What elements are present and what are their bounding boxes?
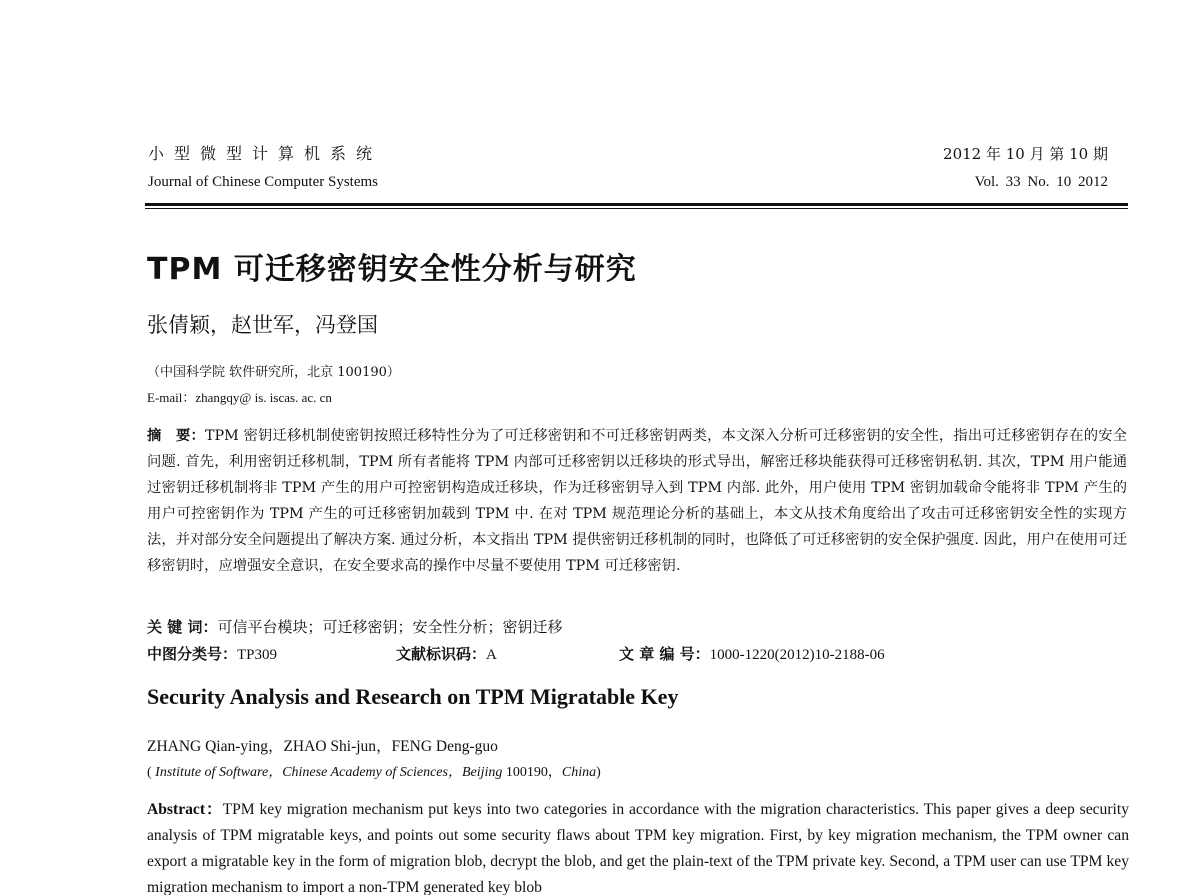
affiliation-cn: （中国科学院 软件研究所，北京 100190） [147,365,400,380]
article-number [619,642,885,667]
header-rule-thin [145,208,1128,209]
clc-value: TP309 [237,647,278,663]
document-code [396,642,497,667]
affiliation-en-code: 100190， [502,765,562,780]
journal-header [148,143,382,193]
journal-name-en: Journal of Chinese Computer Systems [148,174,378,190]
article-number-label: 文 章 编 号： [619,645,710,663]
issue-info [943,143,1108,193]
authors-cn: 张倩颖，赵世军，冯登国 [147,313,378,337]
clc-label: 中图分类号： [147,645,238,663]
affiliation-en-open: ( [147,765,156,780]
paper-title-cn: TPM 可迁移密钥安全性分析与研究 [147,252,637,287]
keywords-cn-text: 可信平台模块；可迁移密钥；安全性分析；密钥迁移 [217,618,563,636]
abstract-en [147,797,1129,895]
doc-code-value: A [486,647,497,663]
affiliation-en [147,762,601,784]
abstract-cn-label: 摘 要： [147,428,205,444]
issue-volume-en: Vol. 33 No. 10 2012 [974,174,1108,190]
affiliation-en-country: China [561,765,597,780]
journal-name-cn: 小型微型计算机系统 [148,144,383,163]
affiliation-en-close: ) [596,765,601,780]
paper-title-en: Security Analysis and Research on TPM Migratable Key [147,684,679,709]
header-rule-thick [145,203,1128,206]
authors-en: ZHANG Qian-ying，ZHAO Shi-jun，FENG Deng-guo [147,738,498,755]
abstract-en-text: TPM key migration mechanism put keys into two categories in accordance with the migration characteristics. This paper gives a deep security analysis of TPM migratable keys, and points out some security flaws about TPM key migration. First, by key migration mechanism, the TPM owner can export a migratable key in the form of migration blob, decrypt the blob, and get the plain-text of the TPM private key. Second, a TPM user can use TPM key migration mechanism to import a non-TPM generated key blob [147,801,1129,895]
clc-number [147,642,277,667]
doc-code-label: 文献标识码： [396,645,487,663]
abstract-cn-text: TPM 密钥迁移机制使密钥按照迁移特性分为了可迁移密钥和不可迁移密钥两类，本文深入分析可迁移密钥的安全性，指出可迁移密钥存在的安全问题. 首先，利用密钥迁移机制，TPM 所有者能将 TPM 内部可迁移密钥以迁移块的形式导出，解密迁移块能获得可迁移密钥私钥. 其次，TPM 用户能通过密钥迁移机制将非 TPM 产生的用户可控密钥构造成迁移块，作为迁移密钥导入到 TPM 内部. 此外，用户使用 TPM 密钥加载命令能将非 TPM 产生的用户可控密钥作为 TPM 产生的可迁移密钥加载到 TPM 中. 在对 TPM 规范理论分析的基础上，本文从技术角度给出了攻击可迁移密钥安全性的实现方法，并对部分安全问题提出了解决方案. 通过分析，本文指出 TPM 提供密钥迁移机制的同时，也降低了可迁移密钥的安全保护强度. 因此，用户在使用可迁移密钥时，应增强安全意识，在安全要求高的操作中尽量不要使用 TPM 可迁移密钥. [147,428,1127,574]
abstract-cn [147,423,1127,579]
keywords-cn [147,615,562,639]
affiliation-en-institute: Institute of Software，Chinese Academy of Sciences，Beijing [155,765,503,780]
article-number-value: 1000-1220(2012)10-2188-06 [709,647,885,663]
abstract-en-label: Abstract： [147,801,223,818]
author-email: E-mail：zhangqy@ is. iscas. ac. cn [147,390,332,405]
issue-date-cn: 2012 年 10 月 第 10 期 [943,145,1108,163]
keywords-cn-label: 关 键 词： [147,618,218,636]
